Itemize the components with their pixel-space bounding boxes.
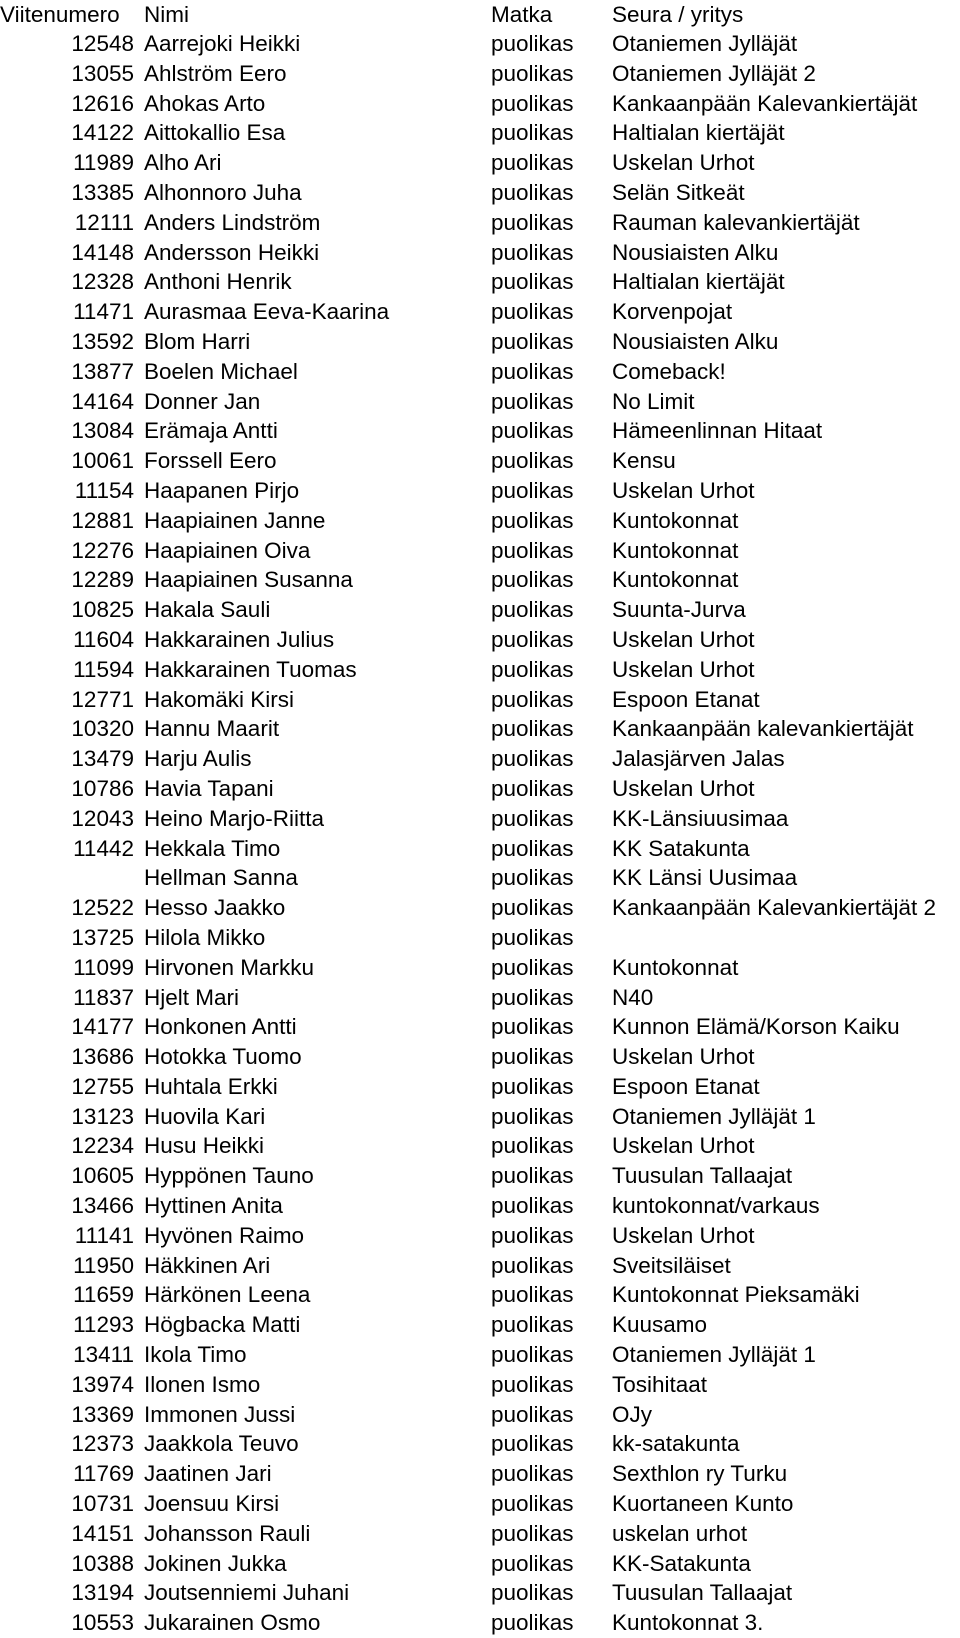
participant-name: Hekkala Timo	[144, 835, 281, 861]
participant-name: Forssell Eero	[144, 448, 277, 474]
participant-distance: puolikas	[491, 537, 574, 563]
participant-club: Tosihitaat	[612, 1371, 708, 1397]
participant-number: 12616	[71, 90, 134, 116]
participant-number: 10061	[71, 448, 134, 474]
participant-number: 14151	[71, 1520, 134, 1546]
participant-number: 13055	[71, 60, 134, 86]
participant-number: 11604	[73, 626, 134, 652]
participant-distance: puolikas	[491, 626, 574, 652]
participant-name: Hyttinen Anita	[144, 1193, 283, 1219]
participant-distance: puolikas	[491, 1520, 574, 1546]
participant-number: 14122	[71, 120, 134, 146]
participant-club: Kuntokonnat	[612, 954, 739, 980]
participant-number: 12522	[71, 895, 134, 921]
table-row	[0, 297, 960, 327]
table-row	[0, 625, 960, 655]
participant-name: Ahlström Eero	[144, 60, 287, 86]
participant-distance: puolikas	[491, 746, 574, 772]
participant-number: 11293	[73, 1312, 134, 1338]
participant-number: 11659	[73, 1282, 134, 1308]
participant-distance: puolikas	[491, 567, 574, 593]
table-row	[0, 536, 960, 566]
participant-distance: puolikas	[491, 269, 574, 295]
table-row	[0, 804, 960, 834]
participant-number: 11442	[73, 835, 134, 861]
participant-name: Hilola Mikko	[144, 924, 266, 950]
header-club: Seura / yritys	[612, 2, 744, 27]
table-row	[0, 834, 960, 864]
participant-name: Alho Ari	[144, 150, 222, 176]
participant-number: 12111	[74, 209, 134, 235]
participant-number: 11989	[73, 150, 134, 176]
participant-name: Anders Lindström	[144, 209, 321, 235]
table-row	[0, 1400, 960, 1430]
table-row	[0, 1519, 960, 1549]
participant-distance: puolikas	[491, 1401, 574, 1427]
participant-distance: puolikas	[491, 1073, 574, 1099]
participant-distance: puolikas	[491, 448, 574, 474]
participant-club: Kankaanpään Kalevankiertäjät 2	[612, 895, 936, 921]
table-row	[0, 1191, 960, 1221]
participant-number: 11769	[73, 1461, 134, 1487]
participant-distance: puolikas	[491, 1044, 574, 1070]
participant-club: Tuusulan Tallaajat	[612, 1163, 793, 1189]
participant-distance: puolikas	[491, 209, 574, 235]
participant-distance: puolikas	[491, 865, 574, 891]
participant-club: Uskelan Urhot	[612, 1133, 755, 1159]
participant-club: KK-Satakunta	[612, 1550, 751, 1576]
participant-number: 11594	[73, 656, 134, 682]
participant-number: 11471	[73, 299, 134, 325]
participant-name: Jaakkola Teuvo	[144, 1431, 299, 1457]
participant-club: Nousiaisten Alku	[612, 239, 779, 265]
participant-distance: puolikas	[491, 805, 574, 831]
participant-club: Kensu	[612, 448, 676, 474]
participant-club: Uskelan Urhot	[612, 626, 755, 652]
participant-club: Suunta-Jurva	[612, 597, 746, 623]
participant-club: Kuntokonnat 3.	[612, 1610, 764, 1636]
participant-number: 12289	[71, 567, 134, 593]
table-row	[0, 59, 960, 89]
header-number: Viitenumero	[0, 2, 120, 27]
participant-number: 11099	[73, 954, 134, 980]
participant-club: Kuntokonnat	[612, 567, 739, 593]
participant-distance: puolikas	[491, 775, 574, 801]
participant-club: Selän Sitkeät	[612, 179, 745, 205]
participant-name: Ikola Timo	[144, 1342, 247, 1368]
table-row	[0, 1042, 960, 1072]
participant-club: Kankaanpään kalevankiertäjät	[612, 716, 914, 742]
participant-number: 10731	[71, 1491, 134, 1517]
participant-club: Kuusamo	[612, 1312, 708, 1338]
header-row	[0, 0, 960, 29]
participant-distance: puolikas	[491, 1222, 574, 1248]
participant-number: 13686	[71, 1044, 134, 1070]
table-row	[0, 476, 960, 506]
participant-distance: puolikas	[491, 1610, 574, 1636]
table-row	[0, 1370, 960, 1400]
participant-club: Kankaanpään Kalevankiertäjät	[612, 90, 918, 116]
participant-distance: puolikas	[491, 1312, 574, 1338]
participant-name: Hyvönen Raimo	[144, 1222, 305, 1248]
participant-name: Jokinen Jukka	[144, 1550, 287, 1576]
table-row	[0, 178, 960, 208]
participant-name: Hakkarainen Tuomas	[144, 656, 357, 682]
participant-distance: puolikas	[491, 150, 574, 176]
participant-name: Högbacka Matti	[144, 1312, 301, 1338]
participant-number: 14148	[71, 239, 134, 265]
participant-name: Haapiainen Janne	[144, 507, 326, 533]
participant-number: 10605	[71, 1163, 134, 1189]
participant-number: 14164	[71, 388, 134, 414]
participant-club: No Limit	[612, 388, 695, 414]
participant-club: Espoon Etanat	[612, 1073, 760, 1099]
participant-club: Haltialan kiertäjät	[612, 120, 785, 146]
participant-distance: puolikas	[491, 656, 574, 682]
participant-distance: puolikas	[491, 597, 574, 623]
participant-number: 13123	[71, 1103, 134, 1129]
participant-name: Joutsenniemi Juhani	[144, 1580, 350, 1606]
participant-distance: puolikas	[491, 1103, 574, 1129]
table-row	[0, 89, 960, 119]
table-row	[0, 953, 960, 983]
table-row	[0, 1102, 960, 1132]
participant-distance: puolikas	[491, 1252, 574, 1278]
table-row	[0, 1578, 960, 1608]
participant-name: Husu Heikki	[144, 1133, 265, 1159]
participant-club: Rauman kalevankiertäjät	[612, 209, 860, 235]
table-row	[0, 744, 960, 774]
table-row	[0, 863, 960, 893]
participant-number: 13877	[71, 358, 134, 384]
participant-number: 13974	[71, 1371, 134, 1397]
participant-name: Blom Harri	[144, 328, 251, 354]
participant-name: Ilonen Ismo	[144, 1371, 261, 1397]
participant-number: 12548	[71, 31, 134, 56]
participant-distance: puolikas	[491, 120, 574, 146]
participant-name: Hannu Maarit	[144, 716, 280, 742]
table-row	[0, 238, 960, 268]
table-row	[0, 685, 960, 715]
participant-distance: puolikas	[491, 1014, 574, 1040]
table-row	[0, 1280, 960, 1310]
participant-distance: puolikas	[491, 388, 574, 414]
participant-club: Uskelan Urhot	[612, 477, 755, 503]
participant-distance: puolikas	[491, 31, 574, 56]
participant-distance: puolikas	[491, 984, 574, 1010]
table-row	[0, 327, 960, 357]
participant-number: 10553	[71, 1610, 134, 1636]
participant-club: OJy	[612, 1401, 653, 1427]
participant-distance: puolikas	[491, 60, 574, 86]
participant-name: Immonen Jussi	[144, 1401, 296, 1427]
table-row	[0, 1221, 960, 1251]
participant-number: 11154	[74, 477, 134, 503]
participant-name: Aarrejoki Heikki	[144, 31, 301, 56]
participant-distance: puolikas	[491, 924, 574, 950]
participant-number: 13194	[71, 1580, 134, 1606]
participant-number: 12881	[71, 507, 134, 533]
participant-number: 10825	[71, 597, 134, 623]
participant-number: 13725	[71, 924, 134, 950]
participant-name: Härkönen Leena	[144, 1282, 311, 1308]
table-row	[0, 565, 960, 595]
participant-name: Haapanen Pirjo	[144, 477, 300, 503]
participant-distance: puolikas	[491, 686, 574, 712]
table-row	[0, 923, 960, 953]
participant-name: Ahokas Arto	[144, 90, 266, 116]
participant-club: Nousiaisten Alku	[612, 328, 779, 354]
participant-distance: puolikas	[491, 299, 574, 325]
participant-number: 10388	[71, 1550, 134, 1576]
participant-name: Huovila Kari	[144, 1103, 266, 1129]
participant-name: Häkkinen Ari	[144, 1252, 271, 1278]
participant-club: Uskelan Urhot	[612, 775, 755, 801]
participant-club: uskelan urhot	[612, 1520, 748, 1546]
table-row	[0, 1251, 960, 1281]
participant-club: Korvenpojat	[612, 299, 733, 325]
participant-number: 14177	[71, 1014, 134, 1040]
participant-club: Tuusulan Tallaajat	[612, 1580, 793, 1606]
participant-name: Hellman Sanna	[144, 865, 298, 891]
table-row	[0, 29, 960, 59]
participant-club: Sveitsiläiset	[612, 1252, 731, 1278]
participant-distance: puolikas	[491, 1133, 574, 1159]
participant-name: Hakala Sauli	[144, 597, 271, 623]
participant-club: Haltialan kiertäjät	[612, 269, 785, 295]
table-row	[0, 1549, 960, 1579]
participant-number: 11837	[73, 984, 134, 1010]
participant-name: Hirvonen Markku	[144, 954, 315, 980]
participant-club: Espoon Etanat	[612, 686, 760, 712]
table-row	[0, 416, 960, 446]
table-row	[0, 595, 960, 625]
participant-club: Uskelan Urhot	[612, 656, 755, 682]
participant-club: Otaniemen Jylläjät 1	[612, 1342, 816, 1368]
participant-name: Boelen Michael	[144, 358, 298, 384]
participant-distance: puolikas	[491, 1461, 574, 1487]
participant-name: Honkonen Antti	[144, 1014, 297, 1040]
participant-club: Hämeenlinnan Hitaat	[612, 418, 823, 444]
table-row	[0, 1310, 960, 1340]
participant-name: Hakomäki Kirsi	[144, 686, 295, 712]
participant-name: Aurasmaa Eeva-Kaarina	[144, 299, 390, 325]
participant-number: 10786	[71, 775, 134, 801]
participant-name: Jaatinen Jari	[144, 1461, 272, 1487]
participant-number: 12328	[71, 269, 134, 295]
participant-number: 12755	[71, 1073, 134, 1099]
participant-number: 13592	[71, 328, 134, 354]
participant-club: Otaniemen Jylläjät 2	[612, 60, 816, 86]
participant-name: Anthoni Henrik	[144, 269, 292, 295]
participant-club: Otaniemen Jylläjät 1	[612, 1103, 816, 1129]
table-row	[0, 774, 960, 804]
table-row	[0, 1459, 960, 1489]
participant-distance: puolikas	[491, 954, 574, 980]
participant-club: KK Satakunta	[612, 835, 750, 861]
table-row	[0, 357, 960, 387]
participant-club: Kuntokonnat	[612, 507, 739, 533]
participant-club: Jalasjärven Jalas	[612, 746, 785, 772]
participant-club: KK Länsi Uusimaa	[612, 865, 798, 891]
participant-distance: puolikas	[491, 239, 574, 265]
participant-club: Kuntokonnat Pieksamäki	[612, 1282, 860, 1308]
participant-club: Kuntokonnat	[612, 537, 739, 563]
participant-club: Otaniemen Jylläjät	[612, 31, 798, 56]
participant-name: Heino Marjo-Riitta	[144, 805, 325, 831]
participant-distance: puolikas	[491, 90, 574, 116]
participant-name: Erämaja Antti	[144, 418, 278, 444]
participant-club: N40	[612, 984, 654, 1010]
participant-number: 13479	[71, 746, 134, 772]
participant-club: Kuortaneen Kunto	[612, 1491, 794, 1517]
participant-number: 13084	[71, 418, 134, 444]
participant-name: Huhtala Erkki	[144, 1073, 278, 1099]
participant-distance: puolikas	[491, 1342, 574, 1368]
participant-name: Hakkarainen Julius	[144, 626, 335, 652]
participant-distance: puolikas	[491, 1580, 574, 1606]
table-row	[0, 714, 960, 744]
participant-club: Uskelan Urhot	[612, 1222, 755, 1248]
participant-rows	[0, 29, 960, 1638]
table-row	[0, 446, 960, 476]
participant-distance: puolikas	[491, 1371, 574, 1397]
table-row	[0, 267, 960, 297]
table-row	[0, 1340, 960, 1370]
participant-name: Hjelt Mari	[144, 984, 240, 1010]
participant-club: Kunnon Elämä/Korson Kaiku	[612, 1014, 900, 1040]
participant-distance: puolikas	[491, 1282, 574, 1308]
participant-distance: puolikas	[491, 835, 574, 861]
table-row	[0, 208, 960, 238]
table-row	[0, 655, 960, 685]
participant-name: Jukarainen Osmo	[144, 1610, 321, 1636]
participant-number: 12771	[71, 686, 134, 712]
participant-number: 13385	[71, 179, 134, 205]
participant-club: Sexthlon ry Turku	[612, 1461, 788, 1487]
header-name: Nimi	[144, 2, 189, 27]
participant-distance: puolikas	[491, 1193, 574, 1219]
participant-distance: puolikas	[491, 1163, 574, 1189]
table-row	[0, 1131, 960, 1161]
participant-number: 11141	[74, 1222, 134, 1248]
table-row	[0, 1012, 960, 1042]
table-row	[0, 387, 960, 417]
participant-distance: puolikas	[491, 328, 574, 354]
participant-number: 13466	[71, 1193, 134, 1219]
participant-name: Andersson Heikki	[144, 239, 320, 265]
table-row	[0, 1489, 960, 1519]
participant-number: 12043	[71, 805, 134, 831]
table-row	[0, 1161, 960, 1191]
participant-distance: puolikas	[491, 179, 574, 205]
participant-club: kuntokonnat/varkaus	[612, 1193, 820, 1219]
participant-number: 10320	[71, 716, 134, 742]
participant-name: Hesso Jaakko	[144, 895, 286, 921]
table-row	[0, 148, 960, 178]
participant-number: 11950	[73, 1252, 134, 1278]
participant-name: Alhonnoro Juha	[144, 179, 302, 205]
participant-distance: puolikas	[491, 507, 574, 533]
participant-club: kk-satakunta	[612, 1431, 740, 1457]
participant-number: 12373	[71, 1431, 134, 1457]
table-row	[0, 118, 960, 148]
header-distance: Matka	[491, 2, 553, 27]
participant-name: Haapiainen Oiva	[144, 537, 311, 563]
participant-distance: puolikas	[491, 477, 574, 503]
participant-number: 13411	[73, 1342, 134, 1368]
participant-club: Uskelan Urhot	[612, 150, 755, 176]
table-row	[0, 893, 960, 923]
participant-name: Johansson Rauli	[144, 1520, 311, 1546]
participant-club: Comeback!	[612, 358, 726, 384]
table-row	[0, 983, 960, 1013]
participant-distance: puolikas	[491, 895, 574, 921]
participant-name: Donner Jan	[144, 388, 261, 414]
participant-number: 12276	[71, 537, 134, 563]
participant-distance: puolikas	[491, 1431, 574, 1457]
participant-name: Hotokka Tuomo	[144, 1044, 302, 1070]
participant-name: Aittokallio Esa	[144, 120, 286, 146]
participant-name: Haapiainen Susanna	[144, 567, 353, 593]
table-row	[0, 1072, 960, 1102]
table-row	[0, 1429, 960, 1459]
participant-club: KK-Länsiuusimaa	[612, 805, 789, 831]
participant-name: Hyppönen Tauno	[144, 1163, 314, 1189]
participant-distance: puolikas	[491, 716, 574, 742]
participant-distance: puolikas	[491, 1491, 574, 1517]
participant-distance: puolikas	[491, 418, 574, 444]
participant-distance: puolikas	[491, 1550, 574, 1576]
participant-number: 12234	[71, 1133, 134, 1159]
participant-name: Joensuu Kirsi	[144, 1491, 280, 1517]
participant-distance: puolikas	[491, 358, 574, 384]
table-row	[0, 506, 960, 536]
participant-number: 13369	[71, 1401, 134, 1427]
participant-club: Uskelan Urhot	[612, 1044, 755, 1070]
participant-name: Havia Tapani	[144, 775, 274, 801]
participant-name: Harju Aulis	[144, 746, 252, 772]
